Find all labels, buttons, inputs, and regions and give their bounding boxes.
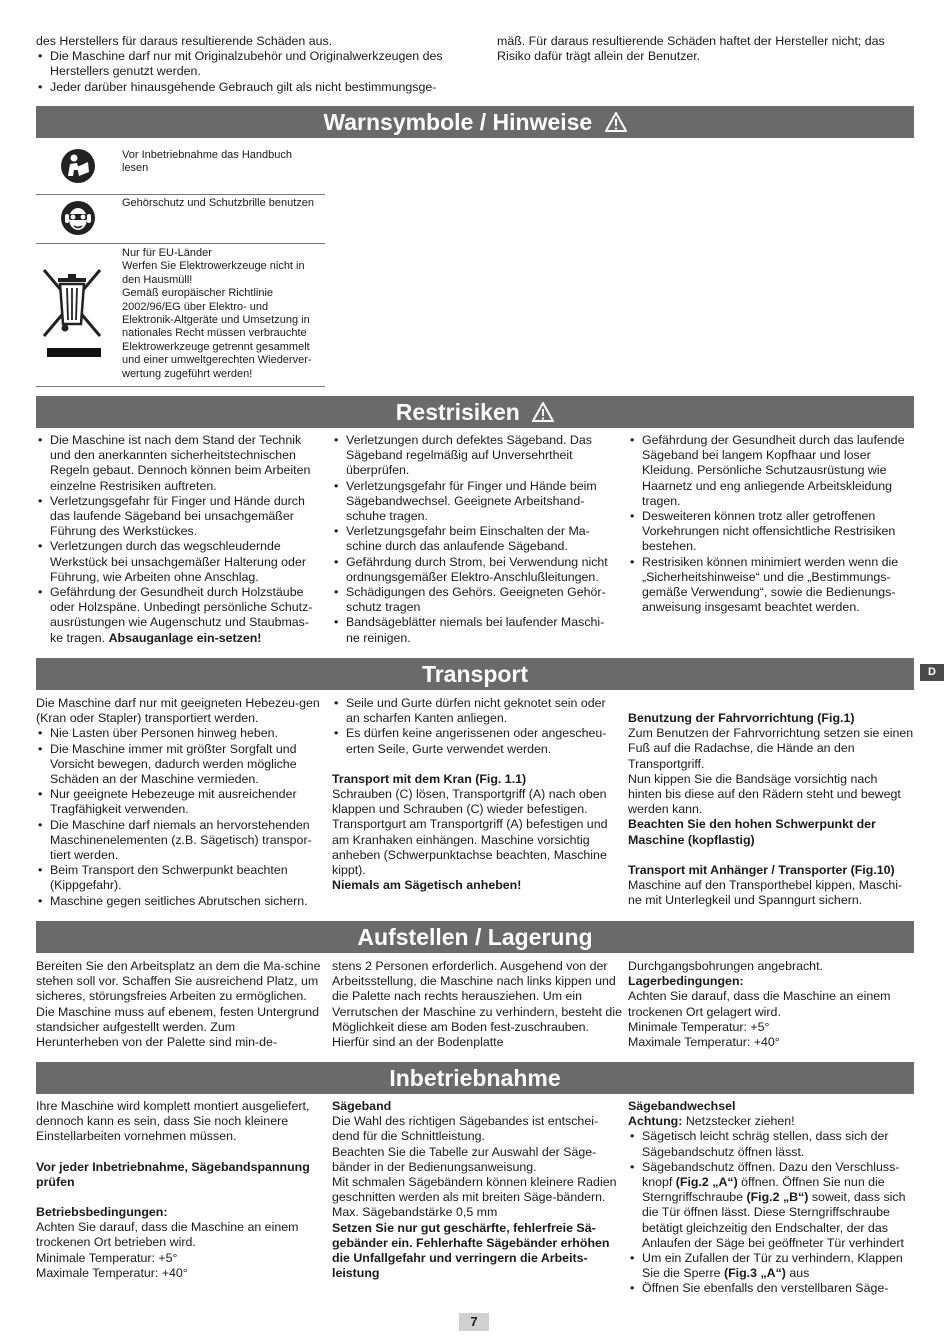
list-item: • Verletzungsgefahr für Finger und Hände durch das laufende Sägeband bei unsachgemäßer Führung des Werkstückes. [36, 494, 321, 540]
paragraph: Maschine auf den Transporthebel kippen, Maschi-ne mit Unterlegkeil und Spanngurt sichern. [628, 878, 903, 908]
transport-col-2 [332, 696, 620, 893]
figure-ref: (Fig.2 „A“) [675, 1175, 738, 1190]
list-item: • Schädigungen des Gehörs. Geeigneten Gehör-schutz tragen [332, 585, 617, 615]
bold-note: Niemals am Sägetisch anheben! [332, 878, 522, 893]
subheading: Vor jeder Inbetriebnahme, Sägebandspannung prüfen [36, 1159, 310, 1189]
figure-ref: (Fig.3 „A“) [723, 1266, 786, 1281]
section-title: Transport [421, 661, 529, 687]
section-bar-restrisiken [36, 396, 914, 428]
aufstellen-col-3 [628, 959, 914, 1050]
symbol-text: Nur für EU-Länder Werfen Sie Elektrowerkzeuge nicht in den Hausmüll! Gemäß europäischer Richtlinie 2002/96/EG über Elektro- und Elektronik-Altgeräte und Umsetzung in nationales Recht müssen verbrauchte Elektrowerkzeuge getrennt gesammelt und einer umweltgerechten Wiederver-wertung zugeführt werden! [122, 247, 312, 380]
list-item: • Beim Transport den Schwerpunkt beachten (Kippgefahr). [36, 863, 321, 893]
intro-left [36, 34, 476, 95]
min-temperature: Minimale Temperatur: +5° [36, 1250, 178, 1265]
ear-eye-protection-icon [60, 200, 96, 236]
list-item: • Maschine gegen seitliches Abrutschen sichern. [36, 894, 321, 909]
transport-col-1 [36, 696, 321, 909]
list-item: • Die Maschine ist nach dem Stand der Technik und den anerkannten sicherheitstechnischen Regeln gebaut. Dennoch können beim Arbeiten einzelne Restrisiken auftreten. [36, 433, 321, 494]
subheading: Benutzung der Fahrvorrichtung (Fig.1) [628, 711, 855, 725]
subheading: Transport mit Anhänger / Transporter (Fig.10) [628, 862, 895, 877]
restrisiken-col-1 [36, 433, 321, 646]
crossed-bin-icon [42, 268, 104, 360]
list-item-text: öffnen. Öffnen Sie nun die Sterngriffschraube [642, 1175, 885, 1205]
subheading: Lagerbedingungen: [628, 974, 744, 989]
subheading: Betriebsbedingungen: [36, 1205, 168, 1220]
paragraph: Nun kippen Sie die Bandsäge vorsichtig nach hinten bis diese auf den Rädern steht und bewegt werden kann. [628, 771, 901, 817]
symbol-row-weee [36, 244, 325, 387]
aufstellen-col-1 [36, 959, 321, 1050]
list-item: • Die Maschine darf niemals an hervorstehenden Maschinenelementen (z.B. Sägetisch) transpor-tiert werden. [36, 818, 321, 864]
figure-ref: (Fig.2 „B“) [746, 1190, 809, 1205]
list-item-text: Um ein Zufallen der Tür zu verhindern, Klappen Sie die Sperre [642, 1251, 903, 1281]
list-item: • Nie Lasten über Personen hinweg heben. [36, 726, 321, 741]
paragraph: Max. Sägebandstärke 0,5 mm [332, 1205, 498, 1220]
warning-label: Achtung: [628, 1114, 683, 1129]
warning-text: Netzstecker ziehen! [682, 1114, 795, 1129]
section-bar-inbetriebnahme [36, 1062, 914, 1094]
list-item [628, 1251, 916, 1281]
section-title: Aufstellen / Lagerung [357, 924, 593, 950]
list-item: • Desweiteren können trotz aller getroffenen Vorkehrungen nicht offensichtliche Restrisiken bestehen. [628, 509, 916, 555]
manual-icon [60, 148, 96, 184]
section-title: Warnsymbole / Hinweise [323, 109, 593, 135]
list-item-text: aus [785, 1266, 810, 1281]
list-item: • Verletzungsgefahr für Finger und Hände beim Sägebandwechsel. Geeignete Arbeitshand-schuhe tragen. [332, 479, 617, 525]
list-item-text: Sägebandschutz öffnen. Dazu den Verschluss-knopf [642, 1159, 900, 1190]
list-item: • Es dürfen keine angerissenen oder angescheu-erten Seile, Gurte verwendet werden. [332, 726, 620, 756]
aufstellen-col-2 [332, 959, 622, 1050]
list-item: • Gefährdung durch Strom, bei Verwendung nicht ordnungsgemäßer Elektro-Anschlußleitungen. [332, 555, 617, 585]
language-tab: D [920, 664, 944, 681]
list-item: • Öffnen Sie ebenfalls den verstellbaren Säge- [628, 1281, 916, 1296]
bold-note: Beachten Sie den hohen Schwerpunkt der Maschine (kopflastig) [628, 817, 876, 847]
paragraph: Schrauben (C) lösen, Transportgriff (A) nach oben klappen und Schrauben (C) wieder befestigen. Transportgurt am Transportgriff (A) befestigen und am Kranhaken einhängen. Maschine vorsichtig anheben (Schwerpunktachse beachten, Maschine kippt). [332, 787, 608, 878]
paragraph: Bereiten Sie den Arbeitsplatz an dem die Ma-schine stehen soll vor. Schaffen Sie ausreichend Platz, um sicheres, störungsfreies Arbeiten zu ermöglichen. Die Maschine muss auf ebenem, festen Untergrund standsicher aufgestellt werden. Zum Herunterheben von der Palette sind min-de- [36, 959, 321, 1050]
paragraph: Die Wahl des richtigen Sägebandes ist entschei-dend für die Schnittleistung. [332, 1114, 599, 1144]
intro-right-text: mäß. Für daraus resultierende Schäden haftet der Hersteller nicht; das Risiko dafür trägt allein der Benutzer. [497, 34, 885, 64]
paragraph: Die Maschine darf nur mit geeigneten Hebezeu-gen (Kran oder Stapler) transportiert werden. [36, 696, 320, 726]
warning-line [628, 1114, 916, 1129]
max-temperature: Maximale Temperatur: +40° [628, 1035, 780, 1050]
paragraph: Ihre Maschine wird komplett montiert ausgeliefert, dennoch kann es sein, dass Sie noch kleinere Einstellarbeiten vornehmen müssen. [36, 1099, 310, 1144]
paragraph: stens 2 Personen erforderlich. Ausgehend von der Arbeitsstellung, die Maschine nach links kippen und die Palette nach rechts herausziehen. Um ein Verrutschen der Maschine zu verhindern, besteht die Möglichkeit diese am Boden fest-zuschrauben. Hierfür sind an der Bodenplatte [332, 959, 622, 1050]
list-item: • Bandsägeblätter niemals bei laufender Maschi-ne reinigen. [332, 615, 617, 645]
list-item [36, 585, 321, 646]
paragraph: Achten Sie darauf, dass die Maschine an einem trockenen Ort gelagert wird. [628, 989, 891, 1019]
list-item: • Die Maschine immer mit größter Sorgfalt und Vorsicht bewegen, dadurch werden mögliche Schäden an der Maschine vermieden. [36, 742, 321, 788]
subheading: Sägebandwechsel [628, 1099, 736, 1113]
list-item: • Nur geeignete Hebezeuge mit ausreichender Tragfähigkeit verwenden. [36, 787, 321, 817]
symbol-row-protection [36, 195, 325, 244]
list-item: • Verletzungen durch das wegschleudernde Werkstück bei unsachgemäßer Halterung oder Führung, wie Arbeiten ohne Anschlag. [36, 539, 321, 585]
symbol-text: Gehörschutz und Schutzbrille benutzen [122, 197, 315, 209]
list-item: • Verletzungsgefahr beim Einschalten der Ma-schine durch das anlaufende Sägeband. [332, 524, 617, 554]
paragraph: Achten Sie darauf, dass die Maschine an einem trockenen Ort betrieben wird. [36, 1220, 299, 1250]
paragraph: Mit schmalen Sägebändern können kleinere Radien geschnitten werden als mit breiten Säge-bändern. [332, 1175, 617, 1205]
subheading: Transport mit dem Kran (Fig. 1.1) [332, 771, 527, 786]
restrisiken-col-3 [628, 433, 916, 615]
section-bar-transport [36, 658, 914, 690]
inbetrieb-col-2 [332, 1099, 619, 1281]
list-item-text: Gefährdung der Gesundheit durch Holzstäube oder Holzspäne. Unbedingt persönliche Schutz-ausrüstungen wie Augenschutz und Staubmas-ke tragen. [50, 585, 313, 645]
section-title: Restrisiken [395, 399, 520, 425]
list-item: • Restrisiken können minimiert werden wenn die „Sicherheitshinweise“ und die „Bestimmungs-gemäße Verwendung“, sowie die Bedienungs-anweisung insgesamt beachtet werden. [628, 555, 916, 616]
bold-note: Setzen Sie nur gut geschärfte, fehlerfreie Sä-gebänder ein. Fehlerhafte Sägebänder erhöhen die Unfallgefahr und verringern die Arbeits-leistung [332, 1220, 610, 1281]
transport-col-3 [628, 711, 914, 908]
subheading: Sägeband [332, 1099, 392, 1113]
warning-icon [532, 402, 554, 422]
symbol-text: Vor Inbetriebnahme das Handbuch lesen [122, 149, 293, 175]
intro-line: des Herstellers für daraus resultierende Schäden aus. [36, 34, 333, 48]
list-item: • Verletzungen durch defektes Sägeband. Das Sägeband regelmäßig auf Unversehrtheit überprüfen. [332, 433, 617, 479]
section-bar-aufstellen [36, 921, 914, 953]
paragraph: Beachten Sie die Tabelle zur Auswahl der Säge-bänder in der Bedienungsanweisung. [332, 1144, 597, 1174]
list-item [628, 1160, 916, 1251]
list-item: • Die Maschine darf nur mit Originalzubehör und Originalwerkzeugen des Herstellers genutzt werden. [36, 49, 476, 79]
list-item: • Jeder darüber hinausgehende Gebrauch gilt als nicht bestimmungsge- [36, 80, 476, 95]
section-bar-warnsymbole [36, 106, 914, 138]
paragraph: Zum Benutzen der Fahrvorrichtung setzen sie einen Fuß auf die Radachse, die Hände an den Transportgriff. [628, 726, 914, 771]
min-temperature: Minimale Temperatur: +5° [628, 1019, 770, 1034]
intro-right [497, 34, 917, 64]
warning-icon [605, 112, 627, 132]
page-number: 7 [459, 1313, 489, 1331]
paragraph: Durchgangsbohrungen angebracht. [628, 959, 823, 973]
symbol-row-manual [36, 142, 325, 195]
list-item: • Seile und Gurte dürfen nicht geknotet sein oder an scharfen Kanten anliegen. [332, 696, 620, 726]
list-item-text: soweit, dass sich die Tür öffnen lässt. Diese Sterngriffschraube betätigt gleichzeitig den Endschalter, der das Anlaufen der Säge bei geöffneter Tür verhindert [642, 1190, 906, 1250]
inbetrieb-col-1 [36, 1099, 321, 1281]
section-title: Inbetriebnahme [389, 1065, 561, 1091]
inbetrieb-col-3 [628, 1099, 916, 1297]
list-item: • Sägetisch leicht schräg stellen, dass sich der Sägebandschutz öffnen lässt. [628, 1129, 916, 1159]
bold-note: Absauganlage ein-setzen! [108, 630, 262, 645]
restrisiken-col-2 [332, 433, 617, 646]
max-temperature: Maximale Temperatur: +40° [36, 1265, 188, 1280]
list-item: • Gefährdung der Gesundheit durch das laufende Sägeband bei langem Kopfhaar und loser Kleidung. Persönliche Schutzausrüstung wie Haarnetz und eng anliegende Arbeitskleidung tragen. [628, 433, 916, 509]
